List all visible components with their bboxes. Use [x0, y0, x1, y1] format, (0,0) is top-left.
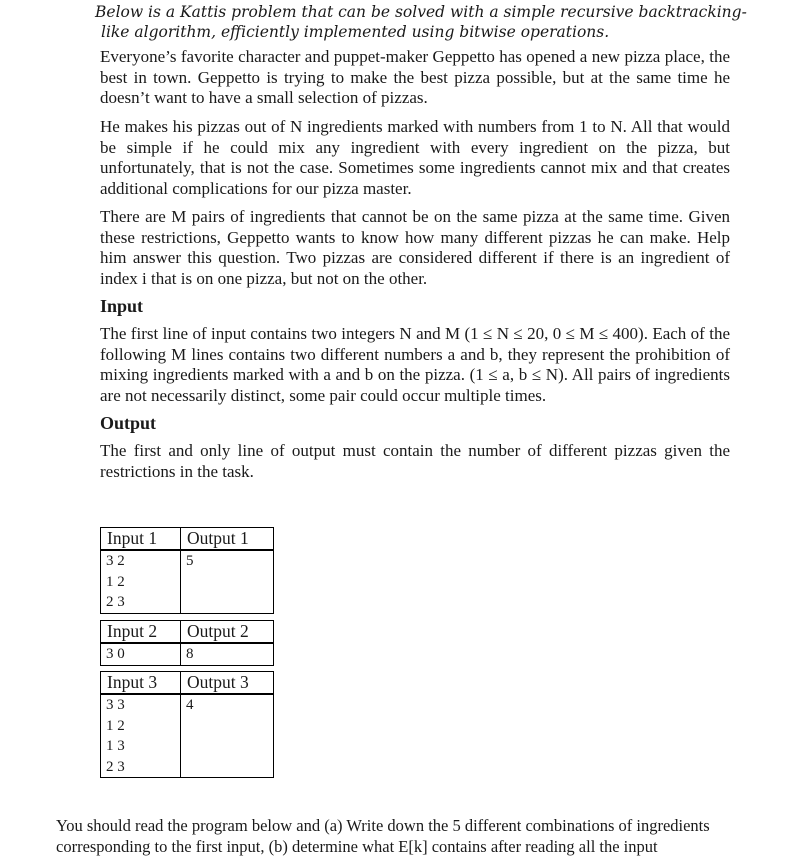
sample-2-input-cell [101, 643, 181, 665]
sample-1-input-cell [101, 550, 181, 613]
sample-1-output-cell [181, 550, 274, 613]
output-heading: Output [100, 413, 157, 433]
sample-1-input-line: 3 2 [106, 553, 125, 569]
question-text [56, 815, 776, 857]
sample-3-input-line: 1 2 [106, 717, 125, 734]
sample-1-output-line: 5 [186, 553, 194, 569]
paragraph-1: Everyone’s favorite character and puppet-maker Geppetto has opened a new pizza place, the best in town. Geppetto is trying to make the best pizza possible, but at the same time he doesn’t want to have a small selection of pizzas. [100, 47, 730, 107]
sample-3-output-cell [181, 694, 274, 778]
sample-2-input-line: 3 0 [106, 646, 125, 662]
question-line-2: corresponding to the first input, (b) determine what E[k] contains after reading all the input [56, 837, 658, 856]
sample-2-output-cell [181, 643, 274, 665]
sample-2-output-line: 8 [186, 646, 194, 662]
sample-table-3 [100, 671, 274, 778]
input-heading: Input [100, 296, 144, 316]
sample-1-output-header: Output 1 [181, 528, 274, 551]
sample-3-input-header: Input 3 [101, 672, 181, 695]
sample-3-input-line: 1 3 [106, 738, 125, 754]
intro-text [95, 2, 747, 42]
paragraph-3: There are M pairs of ingredients that cannot be on the same pizza at the same time. Given these restrictions, Geppetto wants to know how many different pizzas he can make. Help him answer this question. Two pizzas are considered different if there is an ingredient of index i that is on one pizza, but not on the other. [100, 207, 730, 288]
intro-line-2: like algorithm, efficiently implemented using bitwise operations. [101, 23, 610, 41]
sample-2-input-header: Input 2 [101, 621, 181, 644]
output-description: The first and only line of output must contain the number of different pizzas given the restrictions in the task. [100, 441, 730, 481]
intro-line-1: Below is a Kattis problem that can be solved with a simple recursive backtracking- [95, 3, 747, 21]
sample-1-input-header: Input 1 [101, 528, 181, 551]
input-description: The first line of input contains two integers N and M (1 ≤ N ≤ 20, 0 ≤ M ≤ 400). Each of the following M lines contains two different numbers a and b, they represent the prohibition of mixing ingredients marked with a and b on the pizza. (1 ≤ a, b ≤ N). All pairs of ingredients are not necessarily distinct, some pair could occur multiple times. [100, 324, 730, 405]
paragraph-2: He makes his pizzas out of N ingredients marked with numbers from 1 to N. All that would be simple if he could mix any ingredient with every ingredient on the pizza, but unfortunately, that is not the case. Sometimes some ingredients cannot mix and that creates additional complications for our pizza master. [100, 117, 730, 198]
question-line-1: You should read the program below and (a) Write down the 5 different combinations of ingredients [56, 816, 710, 835]
sample-1-input-line: 1 2 [106, 573, 125, 590]
sample-3-input-line: 3 3 [106, 697, 125, 713]
sample-1-input-line: 2 3 [106, 594, 125, 610]
sample-3-output-line: 4 [186, 697, 194, 713]
sample-table-1 [100, 527, 274, 614]
sample-table-2 [100, 620, 274, 666]
sample-3-input-cell [101, 694, 181, 778]
sample-3-input-line: 2 3 [106, 758, 125, 775]
sample-3-output-header: Output 3 [181, 672, 274, 695]
sample-2-output-header: Output 2 [181, 621, 274, 644]
